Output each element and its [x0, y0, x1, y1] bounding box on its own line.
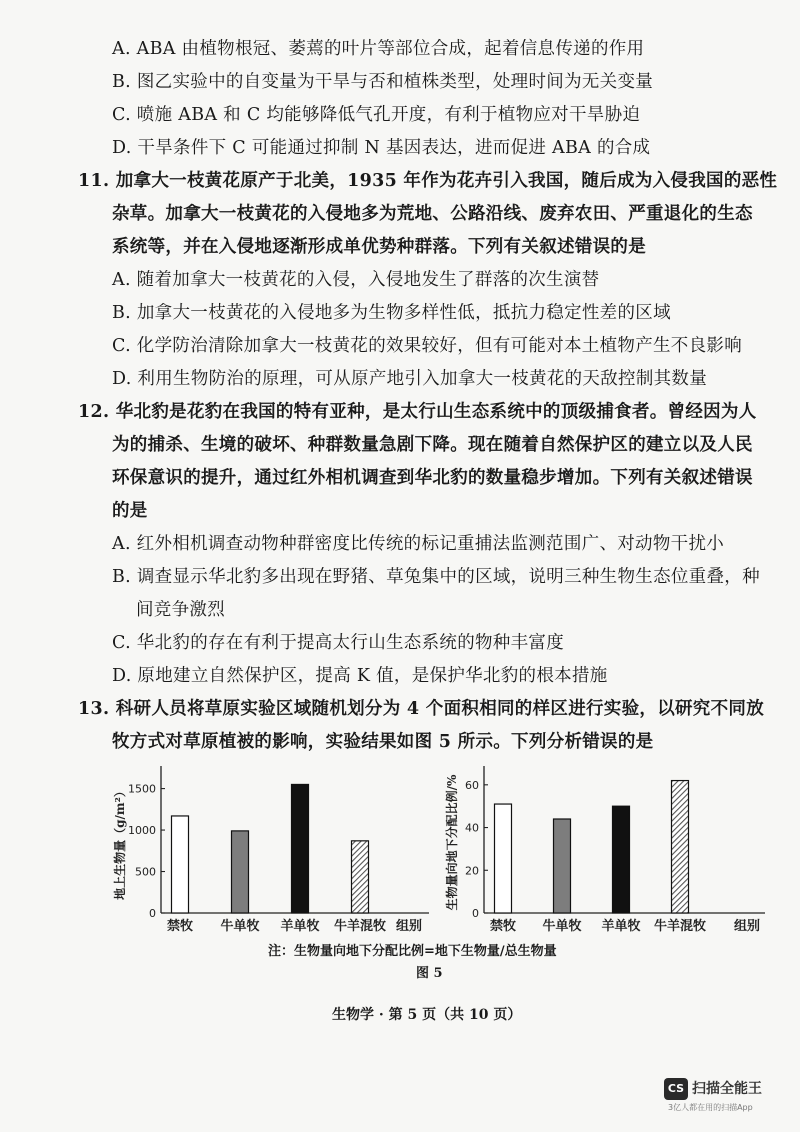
chart-1-bar-0 — [495, 804, 512, 913]
chart-1-category-label: 牛单牧 — [542, 919, 582, 934]
q11-option-a: A. 随着加拿大一枝黄花的入侵，入侵地发生了群落的次生演替 — [112, 270, 600, 290]
q10-option-b: B. 图乙实验中的自变量为干旱与否和植株类型，处理时间为无关变量 — [112, 72, 654, 92]
chart-0-x-axis-label: 组别 — [395, 919, 423, 934]
chart-0-bar-0 — [172, 816, 189, 913]
chart-1-y-tick-label: 20 — [465, 864, 479, 878]
chart-0-y-tick-label: 500 — [135, 865, 156, 879]
q11-stem-line-1: 11. 加拿大一枝黄花原产于北美，1935 年作为花卉引入我国，随后成为入侵我国的恶性 — [78, 171, 778, 191]
chart-1-bar-3 — [672, 781, 689, 913]
chart-0-y-tick-label: 1000 — [128, 824, 156, 838]
chart-0-bar-3 — [352, 841, 369, 913]
q12-stem-line-1: 12. 华北豹是花豹在我国的特有亚种，是太行山生态系统中的顶级捕食者。曾经因为人 — [78, 402, 757, 422]
q11-stem-line-2: 杂草。加拿大一枝黄花的入侵地多为荒地、公路沿线、废弃农田、严重退化的生态 — [112, 204, 753, 224]
chart-belowground-allocation — [440, 758, 770, 943]
chart-1-x-axis-label: 组别 — [733, 919, 761, 934]
chart-0-y-tick-label: 0 — [149, 907, 156, 920]
q12-option-a: A. 红外相机调查动物种群密度比传统的标记重捕法监测范围广、对动物干扰小 — [112, 534, 725, 554]
chart-0-bar-1 — [232, 831, 249, 913]
chart-1-y-tick-label: 60 — [465, 778, 479, 792]
q10-option-a: A. ABA 由植物根冠、萎蔫的叶片等部位合成，起着信息传递的作用 — [112, 39, 645, 59]
q12-option-b-line-1: B. 调查显示华北豹多出现在野猪、草兔集中的区域，说明三种生物生态位重叠，种 — [112, 567, 760, 587]
chart-0-category-label: 羊单牧 — [280, 919, 320, 934]
chart-1-y-axis-label: 生物量向地下分配比例/% — [445, 774, 459, 911]
q11-option-c: C. 化学防治清除加拿大一枝黄花的效果较好，但有可能对本土植物产生不良影响 — [112, 336, 742, 356]
q12-option-b-line-2: 间竞争激烈 — [136, 600, 225, 620]
q11-option-d: D. 利用生物防治的原理，可从原产地引入加拿大一枝黄花的天敌控制其数量 — [112, 369, 708, 389]
chart-1-y-tick-label: 40 — [465, 821, 479, 835]
chart-1-category-label: 禁牧 — [489, 919, 517, 934]
q13-stem-line-1: 13. 科研人员将草原实验区域随机划分为 4 个面积相同的样区进行实验，以研究不同放 — [78, 699, 764, 719]
page-footer: 生物学 · 第 5 页（共 10 页） — [332, 1007, 522, 1023]
chart-0-y-axis-label: 地上生物量（g/m²） — [113, 785, 127, 900]
chart-0-category-label: 牛羊混牧 — [333, 919, 387, 934]
chart-1-bar-2 — [613, 806, 630, 913]
chart-0-bar-2 — [292, 784, 309, 913]
q12-stem-line-4: 的是 — [112, 501, 148, 521]
chart-note: 注：生物量向地下分配比例=地下生物量/总生物量 — [268, 944, 557, 959]
q12-stem-line-3: 环保意识的提升，通过红外相机调查到华北豹的数量稳步增加。下列有关叙述错误 — [112, 468, 753, 488]
q11-stem-line-3: 系统等，并在入侵地逐渐形成单优势种群落。下列有关叙述错误的是 — [112, 237, 646, 257]
q10-option-c: C. 喷施 ABA 和 C 均能够降低气孔开度，有利于植物应对干旱胁迫 — [112, 105, 641, 125]
chart-1-category-label: 羊单牧 — [601, 919, 641, 934]
chart-1-category-label: 牛羊混牧 — [653, 919, 707, 934]
chart-0-y-tick-label: 1500 — [128, 782, 156, 796]
chart-1-bar-1 — [554, 819, 571, 913]
q12-stem-line-2: 为的捕杀、生境的破坏、种群数量急剧下降。现在随着自然保护区的建立以及人民 — [112, 435, 753, 455]
chart-1-y-tick-label: 0 — [472, 907, 479, 920]
q11-option-b: B. 加拿大一枝黄花的入侵地多为生物多样性低，抵抗力稳定性差的区域 — [112, 303, 671, 323]
q12-option-d: D. 原地建立自然保护区，提高 K 值，是保护华北豹的根本措施 — [112, 666, 608, 686]
chart-aboveground-biomass — [104, 758, 434, 943]
scanner-logo-icon: CS — [664, 1078, 688, 1100]
q12-option-c: C. 华北豹的存在有利于提高太行山生态系统的物种丰富度 — [112, 633, 564, 653]
figure-title: 图 5 — [416, 966, 443, 981]
scanner-name: 扫描全能王 — [692, 1081, 762, 1097]
q10-option-d: D. 干旱条件下 C 可能通过抑制 N 基因表达，进而促进 ABA 的合成 — [112, 138, 651, 158]
q13-stem-line-2: 牧方式对草原植被的影响，实验结果如图 5 所示。下列分析错误的是 — [112, 732, 654, 752]
scanner-watermark — [664, 1076, 788, 1116]
chart-0-category-label: 禁牧 — [166, 919, 194, 934]
scanner-subtitle: 3亿人都在用的扫描App — [668, 1103, 753, 1112]
chart-0-category-label: 牛单牧 — [220, 919, 260, 934]
